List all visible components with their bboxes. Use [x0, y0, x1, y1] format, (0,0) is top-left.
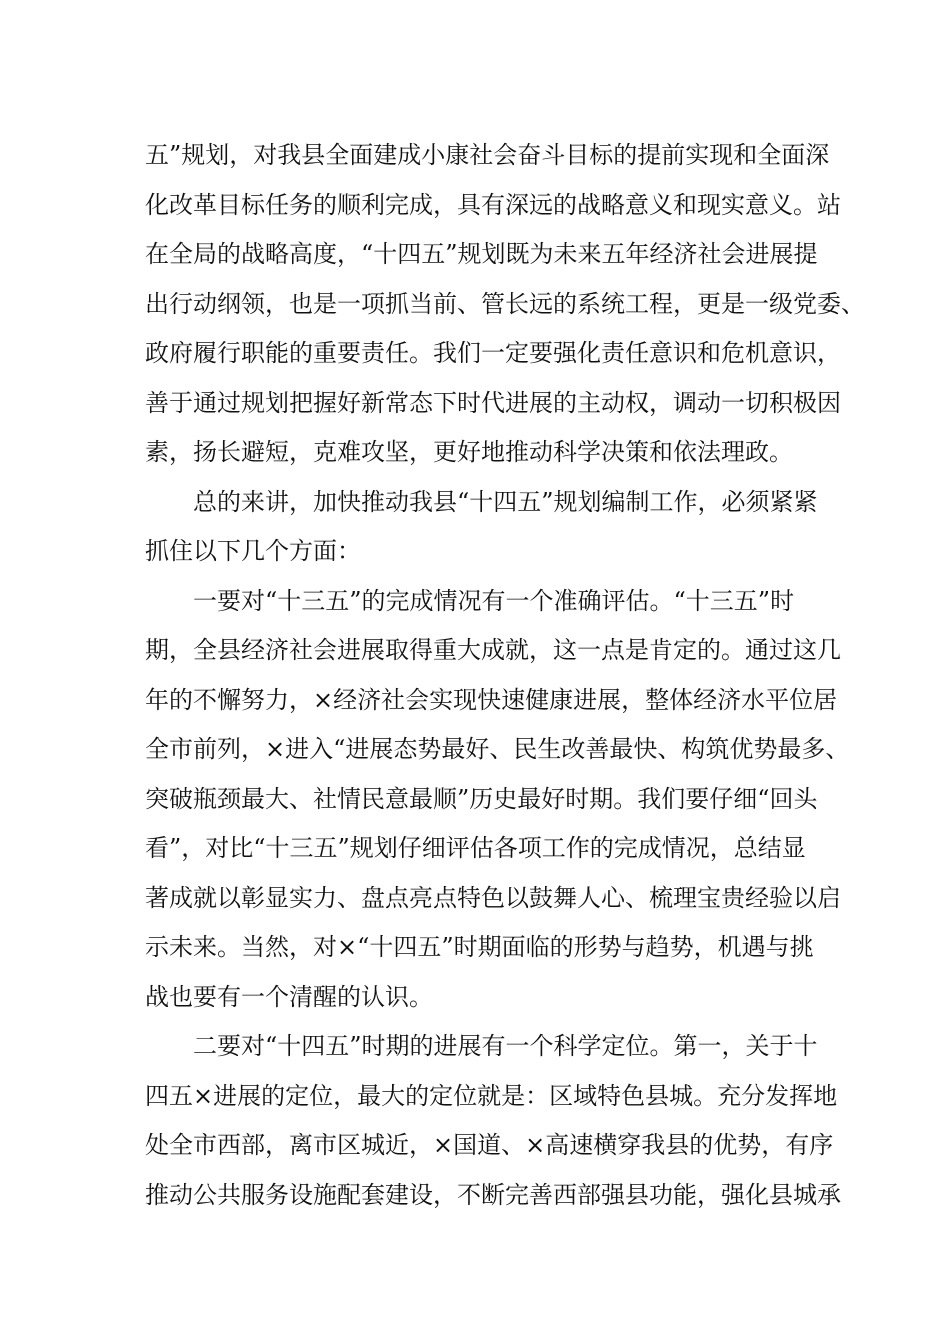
text-line: 期，全县经济社会进展取得重大成就，这一点是肯定的。通过这几 — [145, 636, 841, 664]
text-line: 示未来。当然，对×“十四五”时期面临的形势与趋势，机遇与挑 — [145, 933, 814, 961]
text-line: 看”，对比“十三五”规划仔细评估各项工作的完成情况，总结显 — [145, 834, 806, 862]
text-line: 政府履行职能的重要责任。我们一定要强化责任意识和危机意识， — [145, 339, 841, 367]
paragraph-start: 一要对“十三五”的完成情况有一个准确评估。“十三五”时 — [193, 587, 795, 615]
text-line: 在全局的战略高度，“十四五”规划既为未来五年经济社会进展提 — [145, 240, 818, 268]
text-line: 出行动纲领，也是一项抓当前、管长远的系统工程，更是一级党委、 — [145, 290, 865, 318]
text-line: 著成就以彰显实力、盘点亮点特色以鼓舞人心、梳理宝贵经验以启 — [145, 884, 841, 912]
text-line: 突破瓶颈最大、社情民意最顺”历史最好时期。我们要仔细“回头 — [145, 785, 818, 813]
text-line: 善于通过规划把握好新常态下时代进展的主动权，调动一切积极因 — [145, 389, 841, 417]
text-line: 抓住以下几个方面： — [145, 537, 361, 565]
text-line: 战也要有一个清醒的认识。 — [145, 983, 433, 1011]
text-line: 四五×进展的定位，最大的定位就是：区域特色县城。充分发挥地 — [145, 1082, 838, 1110]
text-line: 素，扬长避短，克难攻坚，更好地推动科学决策和依法理政。 — [145, 438, 793, 466]
paragraph-start: 总的来讲，加快推动我县“十四五”规划编制工作，必须紧紧 — [193, 488, 818, 516]
text-line: 年的不懈努力，×经济社会实现快速健康进展，整体经济水平位居 — [145, 686, 838, 714]
text-line: 全市前列，×进入“进展态势最好、民生改善最快、构筑优势最多、 — [145, 735, 850, 763]
text-line: 推动公共服务设施配套建设，不断完善西部强县功能，强化县城承 — [145, 1181, 841, 1209]
text-line: 处全市西部，离市区城近，×国道、×高速横穿我县的优势，有序 — [145, 1131, 834, 1159]
paragraph-start: 二要对“十四五”时期的进展有一个科学定位。第一，关于十 — [193, 1032, 818, 1060]
text-line: 化改革目标任务的顺利完成，具有深远的战略意义和现实意义。站 — [145, 191, 841, 219]
text-line: 五”规划，对我县全面建成小康社会奋斗目标的提前实现和全面深 — [145, 141, 830, 169]
